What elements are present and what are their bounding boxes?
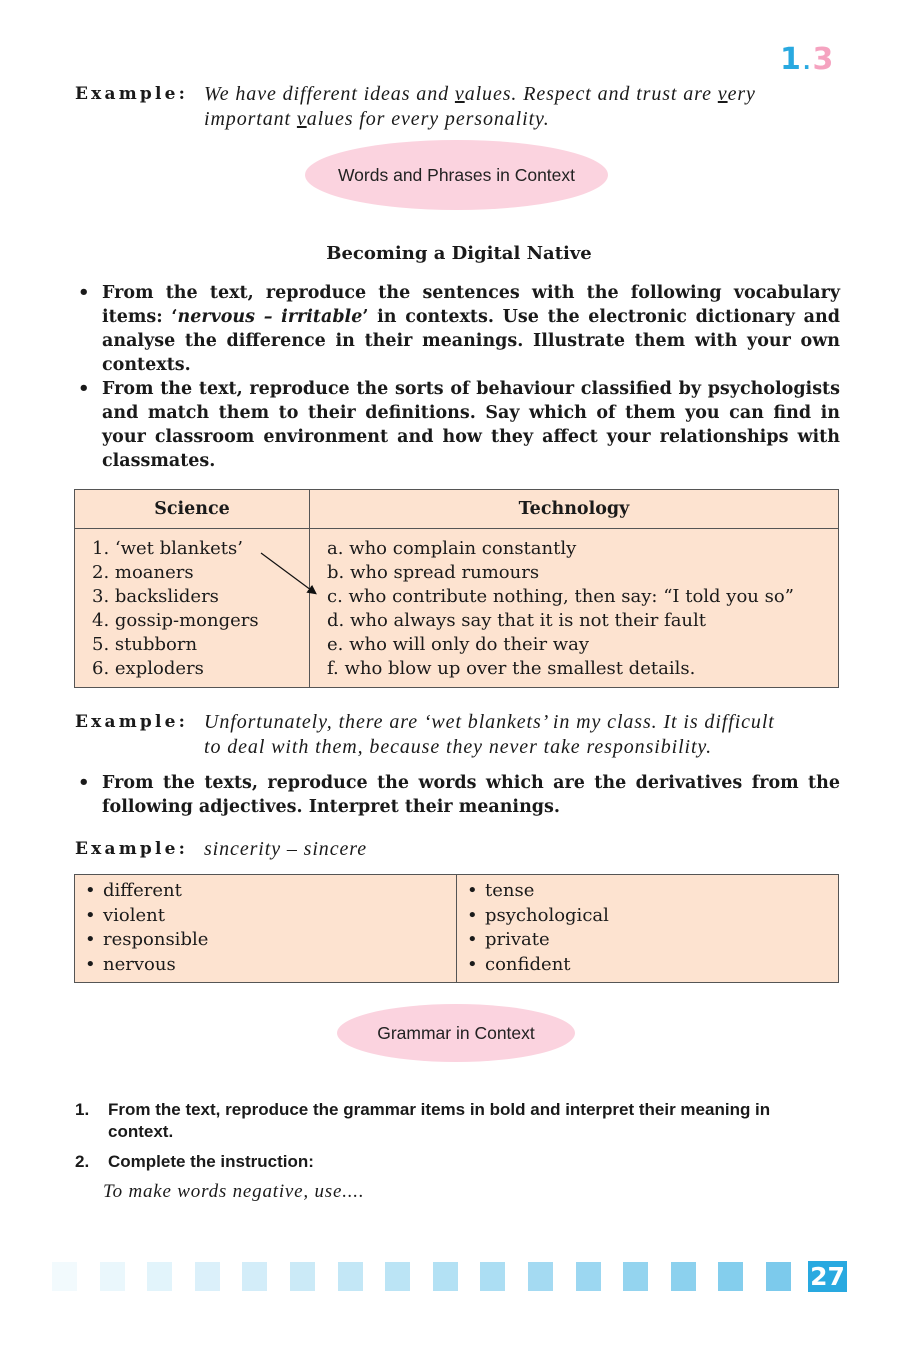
list-item: e. who will only do their way <box>327 634 590 655</box>
list-item: 1. ‘wet blankets’ <box>92 538 243 559</box>
footer-square <box>766 1262 791 1291</box>
match-arrow-icon <box>255 548 325 598</box>
grammar-tasks <box>75 1099 840 1173</box>
footer-square <box>671 1262 696 1291</box>
list-item: 5. stubborn <box>92 634 198 655</box>
footer-square <box>338 1262 363 1291</box>
unit-dot: . <box>802 50 813 74</box>
list-item: • different <box>75 879 456 904</box>
example-text: sincerity – sincere <box>204 838 367 860</box>
example-text <box>204 82 840 132</box>
adjectives-left <box>75 875 457 983</box>
list-item: • tense <box>457 879 838 904</box>
footer-square <box>576 1262 601 1291</box>
example-line-2: to deal with them, because they never take responsibility. <box>204 736 713 758</box>
footer-square <box>528 1262 553 1291</box>
list-item: d. who always say that it is not their fault <box>327 610 707 631</box>
footer-square <box>147 1262 172 1291</box>
list-item: • responsible <box>75 928 456 953</box>
example-wet-blankets <box>75 710 840 762</box>
task-bullet-derivatives: • From the texts, reproduce the words which are the derivatives from the following adjectives. Interpret their meanings. <box>75 771 840 819</box>
example-line-1: We have different ideas and values. Respect and trust are very <box>204 83 756 105</box>
task-bullet-vocabulary: • From the text, reproduce the sentences with the following vocabulary items: ‘nervous – irritable’ in contexts. Use the electronic dictionary and analyse the difference in their meanings. Illustrate them with your own contexts. <box>75 281 840 377</box>
task-bullets-derivatives <box>75 771 840 819</box>
footer-square <box>480 1262 505 1291</box>
footer-square <box>195 1262 220 1291</box>
page-number: 27 <box>808 1261 847 1292</box>
list-item: 6. exploders <box>92 658 204 679</box>
example-text <box>204 710 840 760</box>
unit-number: 1 <box>780 42 803 77</box>
instruction-text: To make words negative, use.... <box>103 1181 365 1202</box>
column-header-technology: Technology <box>310 490 839 529</box>
list-item: • psychological <box>457 904 838 929</box>
example-sincerity <box>75 837 840 863</box>
list-item: 3. backsliders <box>92 586 219 607</box>
example-label: Example: <box>75 84 189 104</box>
unit-badge <box>780 42 835 77</box>
list-item: • private <box>457 928 838 953</box>
footer-square <box>100 1262 125 1291</box>
list-item: • nervous <box>75 953 456 978</box>
list-item: c. who contribute nothing, then say: “I told you so” <box>327 586 794 607</box>
definition-list <box>310 529 839 688</box>
footer-square <box>242 1262 267 1291</box>
example-label: Example: <box>75 712 189 732</box>
example-label: Example: <box>75 839 189 859</box>
list-item: • confident <box>457 953 838 978</box>
example-line-1: Unfortunately, there are ‘wet blankets’ in my class. It is difficult <box>204 711 775 733</box>
footer-square <box>385 1262 410 1291</box>
section-pill-words: Words and Phrases in Context <box>305 140 608 210</box>
column-header-science: Science <box>75 490 310 529</box>
footer-square <box>718 1262 743 1291</box>
section-heading: Becoming a Digital Native <box>326 243 592 264</box>
adjectives-table <box>74 874 839 983</box>
adjectives-right <box>457 875 839 983</box>
lesson-number: 3 <box>812 42 836 77</box>
section-pill-grammar: Grammar in Context <box>337 1004 575 1062</box>
grammar-task-1: 1. From the text, reproduce the grammar items in bold and interpret their meaning in context. <box>75 1100 771 1141</box>
example-line-2: important values for every personality. <box>204 108 550 130</box>
list-item: • violent <box>75 904 456 929</box>
task-bullet-behaviour: • From the text, reproduce the sorts of behaviour classified by psychologists and match them to their definitions. Say which of them you can find in your classroom environment and how they affect your relationships with classmates. <box>75 377 840 473</box>
list-item: a. who complain constantly <box>327 538 577 559</box>
matching-table <box>74 489 839 688</box>
list-item: f. who blow up over the smallest details. <box>327 658 696 679</box>
footer-square <box>433 1262 458 1291</box>
footer-square <box>623 1262 648 1291</box>
list-item: b. who spread rumours <box>327 562 540 583</box>
example-values <box>75 82 840 134</box>
footer-square <box>52 1262 77 1291</box>
list-item: 4. gossip-mongers <box>92 610 259 631</box>
task-bullets <box>75 281 840 473</box>
footer-square <box>290 1262 315 1291</box>
list-item: 2. moaners <box>92 562 194 583</box>
grammar-task-2: 2. Complete the instruction: <box>75 1152 314 1171</box>
